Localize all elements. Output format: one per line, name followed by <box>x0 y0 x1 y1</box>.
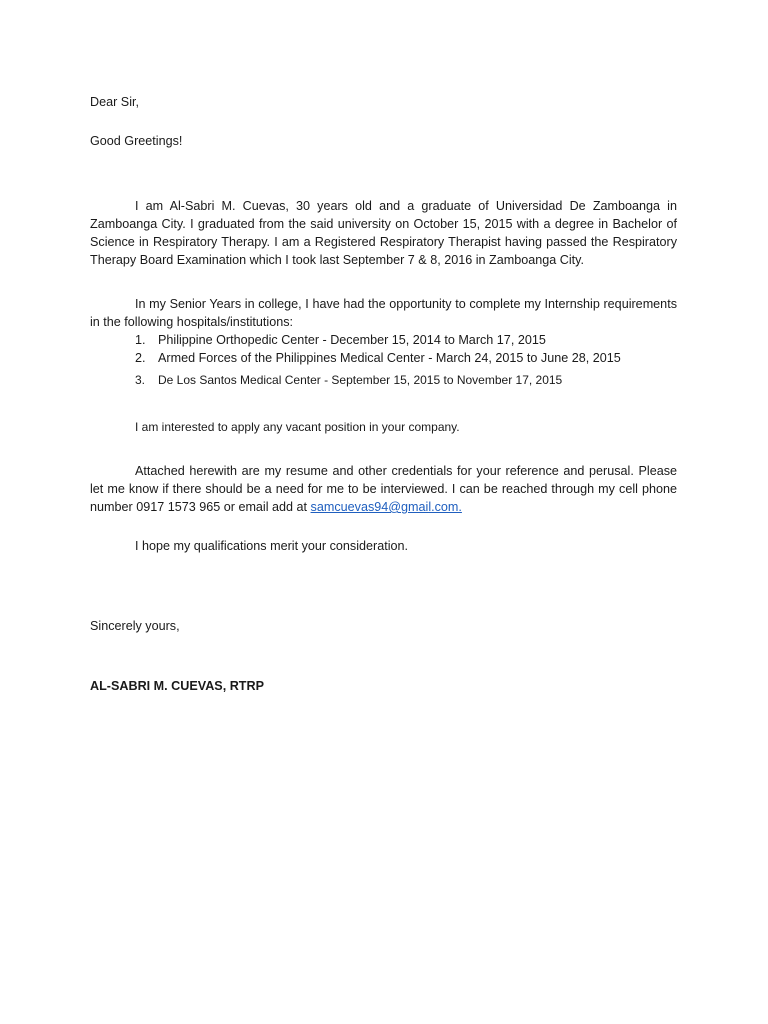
list-item-text: De Los Santos Medical Center - September 15, 2015 to November 17, 2015 <box>158 373 563 387</box>
paragraph-interest: I am interested to apply any vacant position in your company. <box>135 420 460 434</box>
paragraph-intro: I am Al-Sabri M. Cuevas, 30 years old and a graduate of Universidad De Zamboanga in Zamboanga City. I graduated from the said university on October 15, 2015 with a degree in Bachelor of Science in Respiratory Therapy. I am a Registered Respiratory Therapist having passed the Respiratory Therapy Board Examination which I took last September 7 & 8, 2016 in Zamboanga City. <box>90 199 677 267</box>
paragraph-internship: In my Senior Years in college, I have had the opportunity to complete my Internship requirements in the following hospitals/institutions: <box>90 297 677 329</box>
greeting: Good Greetings! <box>90 134 183 148</box>
list-item-text: Philippine Orthopedic Center - December 15, 2014 to March 17, 2015 <box>158 333 546 347</box>
list-item-number: 3. <box>135 373 146 387</box>
closing: Sincerely yours, <box>90 619 180 633</box>
letter-page <box>90 0 677 1024</box>
list-item-number: 2. <box>135 351 146 365</box>
list-item-number: 1. <box>135 333 146 347</box>
list-item-text: Armed Forces of the Philippines Medical Center - March 24, 2015 to June 28, 2015 <box>158 351 621 365</box>
salutation: Dear Sir, <box>90 95 139 109</box>
paragraph-hope: I hope my qualifications merit your consideration. <box>135 539 408 553</box>
email-link[interactable]: samcuevas94@gmail.com. <box>310 500 462 514</box>
paragraph-attached-text: Attached herewith are my resume and other credentials for your reference and perusal. Please let me know if there should be a need for me to be interviewed. I can be reached through my cell phone number 0917 1573 965 or email add at <box>90 464 677 514</box>
paragraph-attached <box>90 462 677 516</box>
signature: AL-SABRI M. CUEVAS, RTRP <box>90 679 264 693</box>
